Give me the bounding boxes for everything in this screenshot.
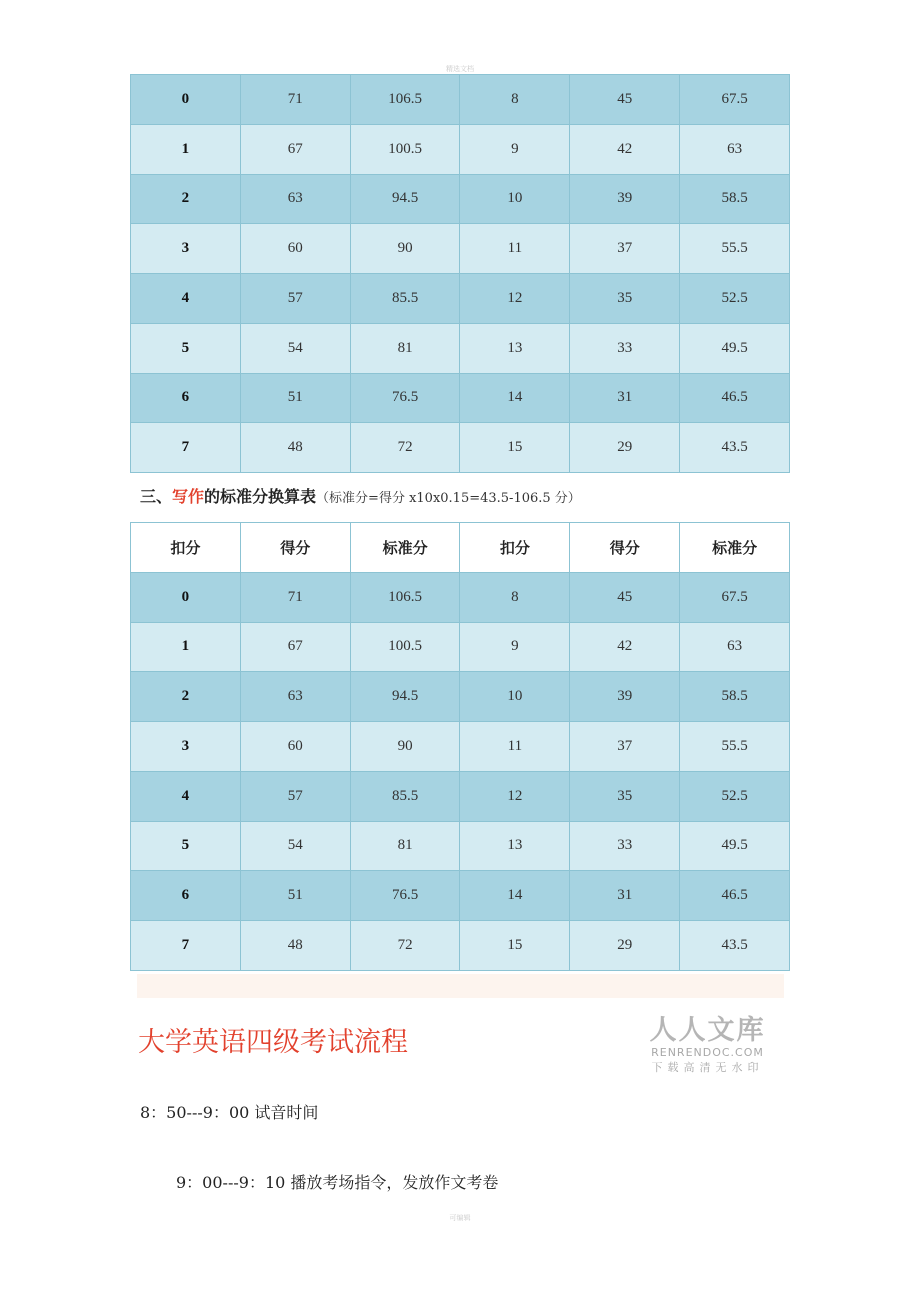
column-header: 标准分	[350, 523, 460, 573]
table-cell: 60	[240, 224, 350, 274]
section-title: 的标准分换算表	[204, 487, 317, 506]
timeline-item: 8：50---9：00 试音时间	[140, 1103, 319, 1122]
table-cell: 10	[460, 174, 570, 224]
header-watermark: 精选文档	[446, 65, 474, 73]
table-cell: 6	[131, 373, 241, 423]
table-cell: 54	[240, 821, 350, 871]
column-header: 得分	[570, 523, 680, 573]
table-row	[131, 722, 790, 772]
table-cell: 29	[570, 921, 680, 971]
brand-logo	[640, 1016, 775, 1075]
table-cell: 3	[131, 224, 241, 274]
table-cell: 100.5	[350, 124, 460, 174]
table-cell: 58.5	[680, 174, 790, 224]
table-cell: 45	[570, 75, 680, 125]
table-cell: 90	[350, 722, 460, 772]
table-cell: 85.5	[350, 771, 460, 821]
table-cell: 67	[240, 124, 350, 174]
table-cell: 13	[460, 323, 570, 373]
decorative-band	[137, 974, 784, 998]
column-header: 标准分	[680, 523, 790, 573]
table-cell: 67.5	[680, 75, 790, 125]
table-cell: 15	[460, 921, 570, 971]
table-cell: 42	[570, 622, 680, 672]
table-cell: 71	[240, 572, 350, 622]
table-cell: 76.5	[350, 871, 460, 921]
section-highlight: 写作	[172, 487, 205, 506]
table-row	[131, 622, 790, 672]
table-cell: 46.5	[680, 871, 790, 921]
table-row	[131, 75, 790, 125]
table-row	[131, 373, 790, 423]
table-cell: 52.5	[680, 274, 790, 324]
table-cell: 0	[131, 75, 241, 125]
table-cell: 8	[460, 572, 570, 622]
table-cell: 48	[240, 423, 350, 473]
table-cell: 90	[350, 224, 460, 274]
table-cell: 60	[240, 722, 350, 772]
table-cell: 57	[240, 274, 350, 324]
table-row	[131, 672, 790, 722]
table-cell: 63	[680, 622, 790, 672]
table-cell: 58.5	[680, 672, 790, 722]
table-cell: 39	[570, 174, 680, 224]
table-row	[131, 572, 790, 622]
table-cell: 51	[240, 373, 350, 423]
table-cell: 8	[460, 75, 570, 125]
table-cell: 46.5	[680, 373, 790, 423]
table-cell: 2	[131, 174, 241, 224]
table-row	[131, 224, 790, 274]
doc-title: 大学英语四级考试流程	[138, 1027, 408, 1058]
table-cell: 51	[240, 871, 350, 921]
table-cell: 6	[131, 871, 241, 921]
table-cell: 0	[131, 572, 241, 622]
column-header: 得分	[240, 523, 350, 573]
table-cell: 35	[570, 274, 680, 324]
table-cell: 7	[131, 921, 241, 971]
table-cell: 55.5	[680, 722, 790, 772]
table-cell: 63	[240, 672, 350, 722]
table-cell: 35	[570, 771, 680, 821]
table-row	[131, 124, 790, 174]
table-cell: 37	[570, 224, 680, 274]
table-cell: 5	[131, 323, 241, 373]
table-cell: 100.5	[350, 622, 460, 672]
table-cell: 39	[570, 672, 680, 722]
table-cell: 5	[131, 821, 241, 871]
table-cell: 57	[240, 771, 350, 821]
column-header: 扣分	[460, 523, 570, 573]
table-cell: 3	[131, 722, 241, 772]
table-cell: 72	[350, 921, 460, 971]
table-row	[131, 921, 790, 971]
table-cell: 1	[131, 124, 241, 174]
table-cell: 31	[570, 871, 680, 921]
writing-score-table	[130, 522, 790, 971]
table-cell: 49.5	[680, 821, 790, 871]
table-cell: 31	[570, 373, 680, 423]
table-row	[131, 323, 790, 373]
table-cell: 67	[240, 622, 350, 672]
table-cell: 9	[460, 124, 570, 174]
table-cell: 63	[240, 174, 350, 224]
table-cell: 43.5	[680, 921, 790, 971]
brand-name: 人人文库	[649, 1015, 766, 1046]
table-cell: 4	[131, 274, 241, 324]
table-cell: 7	[131, 423, 241, 473]
table-cell: 106.5	[350, 75, 460, 125]
table-cell: 106.5	[350, 572, 460, 622]
table-cell: 72	[350, 423, 460, 473]
table-cell: 42	[570, 124, 680, 174]
table-cell: 1	[131, 622, 241, 672]
section-heading-writing	[140, 484, 581, 507]
table-cell: 94.5	[350, 672, 460, 722]
table-row	[131, 871, 790, 921]
table-cell: 11	[460, 224, 570, 274]
score-table-continued	[130, 74, 790, 473]
table-cell: 33	[570, 821, 680, 871]
table-cell: 49.5	[680, 323, 790, 373]
table-row	[131, 174, 790, 224]
table-cell: 14	[460, 871, 570, 921]
table-row	[131, 423, 790, 473]
table-cell: 63	[680, 124, 790, 174]
table-row	[131, 821, 790, 871]
table-cell: 4	[131, 771, 241, 821]
table-row	[131, 274, 790, 324]
table-cell: 94.5	[350, 174, 460, 224]
column-header: 扣分	[131, 523, 241, 573]
table-cell: 13	[460, 821, 570, 871]
table-cell: 9	[460, 622, 570, 672]
table-cell: 45	[570, 572, 680, 622]
table-cell: 81	[350, 821, 460, 871]
table-cell: 54	[240, 323, 350, 373]
table-cell: 12	[460, 771, 570, 821]
table-cell: 33	[570, 323, 680, 373]
table-cell: 67.5	[680, 572, 790, 622]
table-cell: 55.5	[680, 224, 790, 274]
section-number: 三、	[140, 487, 173, 506]
table-cell: 11	[460, 722, 570, 772]
table-cell: 48	[240, 921, 350, 971]
table-cell: 76.5	[350, 373, 460, 423]
table-cell: 43.5	[680, 423, 790, 473]
table-cell: 29	[570, 423, 680, 473]
timeline-item: 9：00---9：10 播放考场指令，发放作文考卷	[176, 1173, 499, 1192]
table-cell: 12	[460, 274, 570, 324]
table-row	[131, 771, 790, 821]
table-cell: 71	[240, 75, 350, 125]
brand-url: RENRENDOC.COM	[651, 1046, 764, 1059]
table-cell: 2	[131, 672, 241, 722]
brand-tagline: 下载高清无水印	[651, 1061, 764, 1074]
table-cell: 14	[460, 373, 570, 423]
table-cell: 10	[460, 672, 570, 722]
table-header-row	[131, 523, 790, 573]
section-formula-note: （标准分=得分 x10x0.15=43.5-106.5 分）	[316, 491, 581, 506]
table-cell: 15	[460, 423, 570, 473]
footer-watermark: 可编辑	[449, 1214, 471, 1222]
table-cell: 52.5	[680, 771, 790, 821]
table-cell: 37	[570, 722, 680, 772]
table-cell: 85.5	[350, 274, 460, 324]
table-cell: 81	[350, 323, 460, 373]
